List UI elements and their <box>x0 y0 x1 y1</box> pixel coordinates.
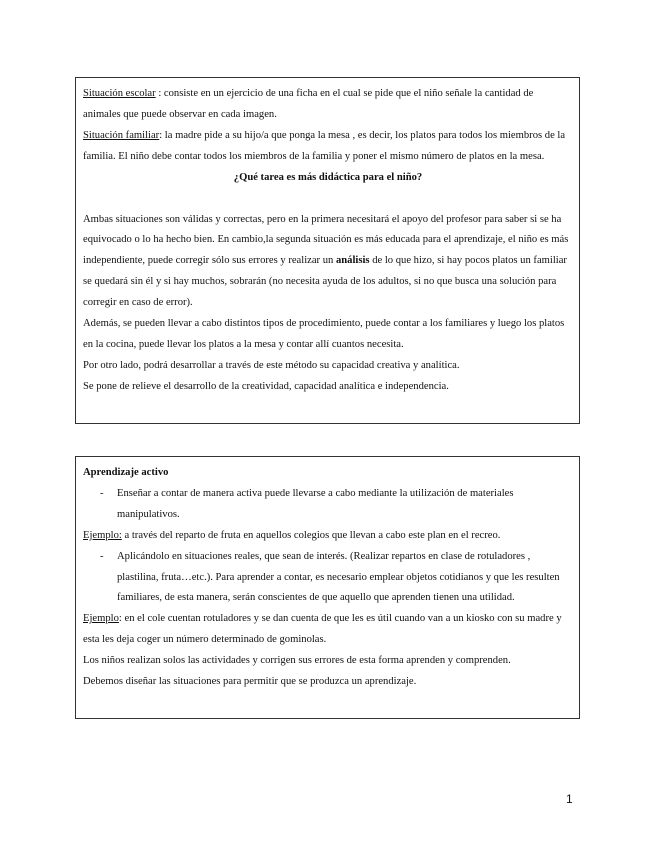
bullet-text: Aplicándolo en situaciones reales, que sean de interés. (Realizar repartos en clase de rotuladores , plastilina, fruta…etc.). Para aprender a contar, es necesario emplear objetos cotidianos y que les resulten familiares, de esta manera, serán conscientes de que aquello que aprenden tienen una utilidad. <box>117 550 560 604</box>
list-item <box>83 547 573 610</box>
ejemplo-1-text: a través del reparto de fruta en aquellos colegios que llevan a cabo este plan en el recreo. <box>121 529 501 541</box>
relieve-paragraph: Se pone de relieve el desarrollo de la creatividad, capacidad analítica e independencia. <box>83 380 449 392</box>
situacion-familiar-text: : la madre pide a su hijo/a que ponga la mesa , es decir, los platos para todos los miembros de la familia. El niño debe contar todos los miembros de la familia y poner el mismo número de platos en la mesa. <box>83 129 566 162</box>
dash-bullet: - <box>100 487 104 499</box>
text-box-aprendizaje-activo <box>75 456 580 719</box>
aprendizaje-activo-title: Aprendizaje activo <box>83 467 169 478</box>
capacidad-paragraph: Por otro lado, podrá desarrollar a través de este método su capacidad creativa y analítica. <box>83 359 460 371</box>
ejemplo-1-paragraph <box>83 526 573 547</box>
situacion-familiar-label: Situación familiar <box>83 129 160 141</box>
question-heading: ¿Qué tarea es más didáctica para el niño? <box>233 171 423 183</box>
ejemplo-2-text: : en el cole cuentan rotuladores y se dan cuenta de que les es útil cuando van a un kiosko con su madre y esta les deja coger un número determinado de gominolas. <box>83 613 562 646</box>
disenar-paragraph: Debemos diseñar las situaciones para permitir que se produzca un aprendizaje. <box>83 676 417 688</box>
bullet-list-1 <box>83 484 573 526</box>
analysis-bold-word: análisis <box>335 255 370 267</box>
situacion-escolar-label: Situación escolar <box>83 88 156 99</box>
analysis-paragraph <box>83 210 573 315</box>
analysis-text-after: de lo que hizo, si hay pocos platos un familiar se quedará sin él y si hay muchos, sobrarán (no necesita ayuda de los adultos, si no que busca una solución para corregir en caso de error). <box>83 255 567 309</box>
bullet-list-2 <box>83 547 573 610</box>
ninos-paragraph: Los niños realizan solos las actividades y corrigen sus errores de esta forma aprenden y comprenden. <box>83 655 511 667</box>
situacion-escolar-text: : consiste en un ejercicio de una ficha en el cual se pide que el niño señale la cantidad de animales que puede observar en cada imagen. <box>83 88 534 120</box>
analysis-text-before: Ambas situaciones son válidas y correctas, pero en la primera necesitará el apoyo del profesor para saber si se ha equivocado o lo ha hecho bien. En cambio,la segunda situación es más educada para el aprendizaje, el niño es más independiente, puede corregir sólo sus errores y realizar un <box>83 213 569 267</box>
situacion-familiar-paragraph <box>83 126 573 168</box>
bullet-text: Enseñar a contar de manera activa puede llevarse a cabo mediante la utilización de materiales manipulativos. <box>117 487 514 520</box>
page-number: 1 <box>566 792 573 806</box>
procedimiento-paragraph: Además, se pueden llevar a cabo distintos tipos de procedimiento, puede contar a los familiares y luego los platos en la cocina, puede llevar los platos a la mesa y contar allí cuantos necesita. <box>83 318 565 350</box>
situacion-escolar-paragraph <box>83 84 573 126</box>
blank-line <box>83 189 573 210</box>
dash-bullet: - <box>100 550 104 562</box>
ejemplo-2-paragraph <box>83 609 573 651</box>
list-item <box>83 484 573 526</box>
text-box-situaciones <box>75 77 580 424</box>
ejemplo-1-label: Ejemplo: <box>83 529 122 541</box>
ejemplo-2-label: Ejemplo <box>83 613 119 625</box>
